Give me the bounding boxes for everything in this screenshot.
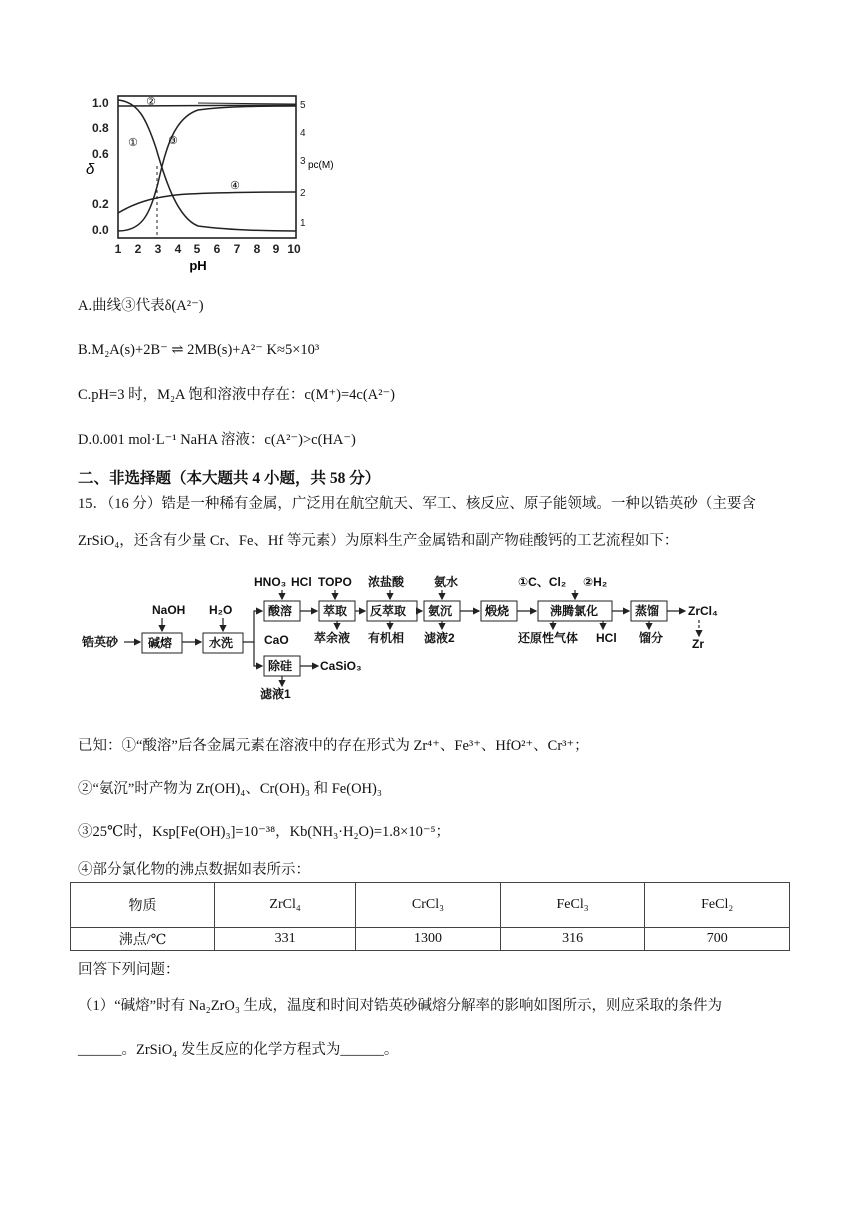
reagent-topo: TOPO — [318, 575, 352, 589]
option-c: C.pH=3 时，M₂A 饱和溶液中存在：c(M⁺)=4c(A²⁻) — [78, 387, 395, 403]
output-reducing-gas: 还原性气体 — [518, 631, 579, 645]
svg-text:5: 5 — [193, 242, 201, 256]
output-raffinate: 萃余液 — [314, 631, 351, 645]
curve-2 — [118, 105, 296, 106]
known-4: ④部分氯化物的沸点数据如表所示： — [78, 862, 310, 878]
y-right-tick: 4 — [300, 128, 306, 139]
q15-line1: 15．（16 分）锆是一种稀有金属，广泛用在航空航天、军工、核反应、原子能领域。一种以锆英砂（主要含 — [78, 496, 756, 512]
y-left-label: δ — [86, 161, 95, 178]
output-organic: 有机相 — [368, 631, 405, 645]
x-label: pH — [189, 258, 207, 273]
y-right-label: pc(M) — [308, 160, 334, 171]
reagent-c-cl2: ①C、Cl₂ — [518, 575, 567, 589]
start-material: 锆英砂 — [82, 635, 119, 649]
reagent-h2: ②H₂ — [583, 575, 608, 589]
curve-label-3: ③ — [168, 135, 178, 147]
svg-text:3: 3 — [154, 242, 162, 256]
curve-1 — [118, 100, 296, 231]
svg-text:8: 8 — [253, 242, 261, 256]
table-header: FeCl₂ — [645, 883, 790, 928]
known-3: ③25℃时，Ksp[Fe(OH)₃]=10⁻³⁸，Kb(NH₃·H₂O)=1.8×10⁻⁵； — [78, 824, 451, 840]
known-1: 已知：①“酸溶”后各金属元素在溶液中的存在形式为 Zr⁴⁺、Fe³⁺、HfO²⁺、Cr³⁺； — [78, 738, 589, 754]
y-tick: 0.0 — [92, 223, 109, 237]
output-hcl: HCl — [596, 631, 617, 645]
option-a: A.曲线③代表δ(A²⁻) — [78, 298, 204, 314]
box-water-wash: 水洗 — [209, 636, 234, 650]
svg-text:4: 4 — [174, 242, 182, 256]
process-flowchart — [78, 572, 728, 702]
reagent-naoh: NaOH — [152, 603, 186, 617]
curve-label-4: ④ — [230, 180, 240, 192]
svg-text:10: 10 — [287, 242, 301, 256]
y-tick: 0.2 — [92, 197, 109, 211]
reagent-ammonia: 氨水 — [434, 575, 459, 589]
table-row-label: 沸点/℃ — [71, 928, 215, 951]
answer-intro: 回答下列问题： — [78, 962, 180, 978]
table-header: CrCl₃ — [356, 883, 501, 928]
reagent-h2o: H₂O — [209, 603, 233, 617]
svg-text:6: 6 — [213, 242, 221, 256]
svg-text:7: 7 — [233, 242, 241, 256]
y-right-tick: 1 — [300, 218, 306, 229]
box-extraction: 萃取 — [323, 604, 348, 618]
q15-line2: ZrSiO₄，还含有少量 Cr、Fe、Hf 等元素）为原料生产金属锆和副产物硅酸钙的工艺流程如下： — [78, 533, 679, 549]
output-fraction: 馏分 — [639, 631, 664, 645]
curve-label-1: ① — [128, 137, 138, 149]
output-filtrate2: 滤液2 — [424, 631, 455, 645]
output-zrcl4: ZrCl₄ — [688, 604, 718, 618]
box-acid-dissolve: 酸溶 — [268, 604, 293, 618]
reagent-hno3: HNO₃ — [254, 575, 287, 589]
box-distillation: 蒸馏 — [635, 604, 660, 618]
box-alkali-fusion: 碱熔 — [148, 636, 173, 650]
y-tick: 0.6 — [92, 147, 109, 161]
svg-text:9: 9 — [272, 242, 280, 256]
table-header: ZrCl₄ — [215, 883, 356, 928]
y-right-tick: 5 — [300, 100, 306, 111]
table-header: FeCl₃ — [500, 883, 645, 928]
reagent-hcl: HCl — [291, 575, 312, 589]
table-cell: 1300 — [356, 928, 501, 951]
boiling-point-table — [70, 882, 790, 951]
output-casio3: CaSiO₃ — [320, 659, 362, 673]
box-boiling-chlorination: 沸腾氯化 — [550, 604, 599, 618]
box-calcine: 煅烧 — [485, 604, 510, 618]
table-header: 物质 — [71, 883, 215, 928]
question-1b: ______。ZrSiO₄ 发生反应的化学方程式为______。 — [78, 1042, 399, 1058]
y-tick: 0.8 — [92, 121, 109, 135]
table-cell: 316 — [500, 928, 645, 951]
box-ammonia-precip: 氨沉 — [428, 604, 453, 618]
reagent-conc-hcl: 浓盐酸 — [368, 575, 405, 589]
y-tick: 1.0 — [92, 96, 109, 110]
box-back-extraction: 反萃取 — [370, 604, 407, 618]
table-cell: 331 — [215, 928, 356, 951]
section-heading: 二、非选择题（本大题共 4 小题，共 58 分） — [78, 470, 381, 487]
curve-4 — [118, 192, 296, 213]
distribution-graph — [78, 88, 334, 278]
option-d: D.0.001 mol·L⁻¹ NaHA 溶液：c(A²⁻)>c(HA⁻) — [78, 432, 356, 448]
question-1a: （1）“碱熔”时有 Na₂ZrO₃ 生成，温度和时间对锆英砂碱熔分解率的影响如图所示，则应采取的条件为 — [78, 998, 723, 1014]
curve-3 — [118, 106, 296, 231]
svg-text:2: 2 — [134, 242, 142, 256]
output-filtrate1: 滤液1 — [260, 687, 291, 701]
y-right-tick: 3 — [300, 156, 306, 167]
y-right-tick: 2 — [300, 188, 306, 199]
option-b: B.M₂A(s)+2B⁻ ⇌ 2MB(s)+A²⁻ K≈5×10³ — [78, 342, 320, 358]
reagent-cao: CaO — [264, 633, 289, 647]
output-zr: Zr — [692, 637, 704, 651]
svg-text:1: 1 — [114, 242, 122, 256]
box-desilication: 除硅 — [268, 659, 293, 673]
known-2: ②“氨沉”时产物为 Zr(OH)₄、Cr(OH)₃ 和 Fe(OH)₃ — [78, 781, 382, 797]
table-cell: 700 — [645, 928, 790, 951]
curve-label-2: ② — [146, 96, 156, 108]
